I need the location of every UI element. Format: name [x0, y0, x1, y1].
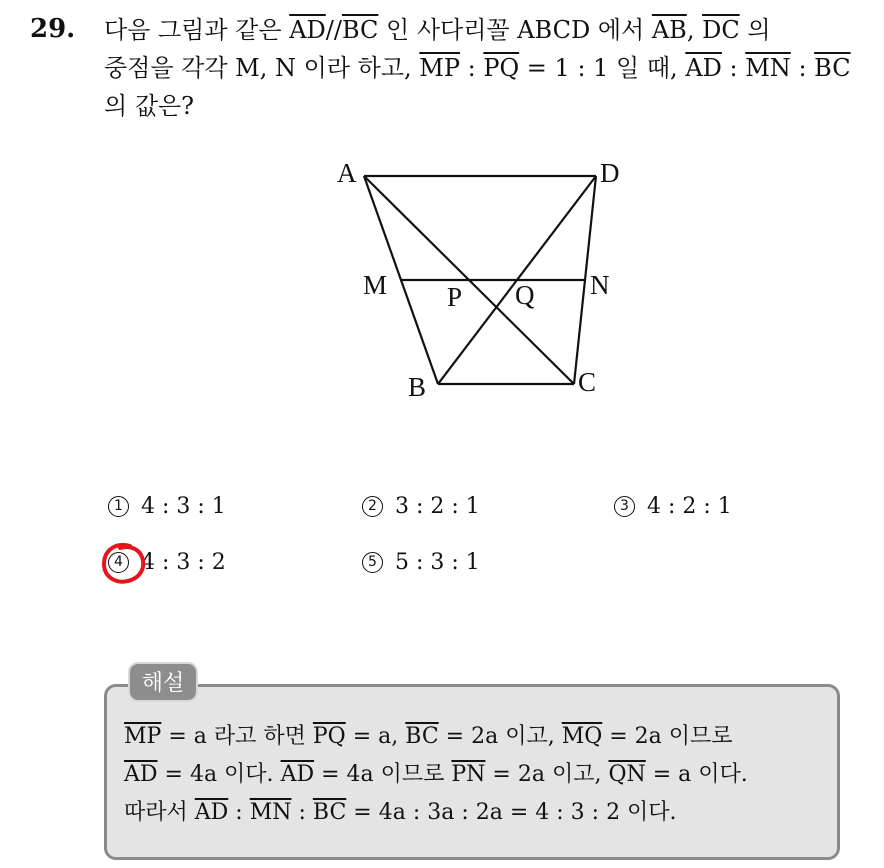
text: = 1 : 1 일 때,: [519, 54, 686, 82]
segment-mp: $\overline{MP}$: [124, 724, 162, 749]
label-q: Q: [515, 280, 535, 310]
label-n: N: [590, 270, 610, 300]
answer-circle-mark: [100, 540, 152, 588]
text: :: [460, 54, 484, 82]
text: 의: [739, 16, 771, 44]
text: 따라서: [124, 800, 195, 825]
choice-2[interactable]: [362, 494, 480, 519]
parallel-symbol: //: [325, 16, 342, 44]
solution-tag: 해설: [128, 662, 198, 702]
text: = a 이다.: [645, 762, 748, 787]
segment-ad: $\overline{AD}$: [280, 762, 315, 787]
text: = 2a 이고,: [485, 762, 609, 787]
choice-text: 5 : 3 : 1: [395, 550, 480, 575]
choice-number-5: 5: [362, 552, 383, 573]
segment-ad: $\overline{AD}$: [194, 800, 229, 825]
choice-number-4: 4: [108, 552, 129, 573]
text: = 4a 이므로: [314, 762, 452, 787]
solution-line-2: [124, 758, 748, 792]
text: = 4a 이다.: [157, 762, 281, 787]
choice-text: 3 : 2 : 1: [395, 494, 480, 519]
choice-text: 4 : 2 : 1: [647, 494, 732, 519]
segment-bc: $\overline{BC}$: [312, 800, 347, 825]
solution-line-3: [124, 796, 677, 830]
text: = 4a : 3a : 2a = 4 : 3 : 2 이다.: [346, 800, 677, 825]
segment-bc: $\overline{BC}$: [341, 16, 379, 44]
label-c: C: [578, 367, 597, 397]
text: = a,: [345, 724, 406, 749]
solution-line-1: [124, 720, 733, 754]
segment-ab: $\overline{AB}$: [651, 16, 687, 44]
segment-mq: $\overline{MQ}$: [561, 724, 603, 749]
choice-number-2: 2: [362, 496, 383, 517]
choice-3[interactable]: [614, 494, 732, 519]
question-line-3: 의 값은?: [104, 92, 195, 120]
text: :: [721, 54, 746, 82]
choice-1[interactable]: [108, 494, 226, 519]
question-number: 29.: [30, 14, 76, 44]
segment-mp: $\overline{MP}$: [419, 54, 460, 82]
segment-mn: $\overline{MN}$: [249, 800, 292, 825]
choice-number-1: 1: [108, 496, 129, 517]
text: ,: [686, 16, 703, 44]
text: :: [291, 800, 313, 825]
choice-text: 4 : 3 : 2: [141, 550, 226, 575]
segment-ad: $\overline{AD}$: [124, 762, 158, 787]
text: :: [790, 54, 815, 82]
segment-bc: $\overline{BC}$: [814, 54, 851, 82]
text: = a 라고 하면: [161, 724, 313, 749]
label-d: D: [600, 158, 620, 188]
text: 인 사다리꼴 ABCD 에서: [378, 16, 652, 44]
segment-bc: $\overline{BC}$: [405, 724, 439, 749]
segment-qn: $\overline{QN}$: [608, 762, 646, 787]
segment-mn: $\overline{MN}$: [745, 54, 791, 82]
choice-text: 4 : 3 : 1: [141, 494, 226, 519]
choice-number-3: 3: [614, 496, 635, 517]
text: = 2a 이고,: [438, 724, 562, 749]
segment-pn: $\overline{PN}$: [451, 762, 486, 787]
segment-pq: $\overline{PQ}$: [312, 724, 346, 749]
trapezoid-figure: [0, 0, 884, 430]
text: 중점을 각각 M, N 이라 하고,: [104, 54, 420, 82]
text: :: [228, 800, 250, 825]
segment-dc: $\overline{DC}$: [702, 16, 740, 44]
text: 다음 그림과 같은: [104, 16, 290, 44]
label-p: P: [447, 282, 463, 312]
label-a: A: [337, 158, 357, 188]
choice-5[interactable]: [362, 550, 480, 575]
label-b: B: [408, 372, 427, 402]
segment-pq: $\overline{PQ}$: [483, 54, 520, 82]
label-m: M: [363, 270, 388, 300]
text: = 2a 이므로: [602, 724, 733, 749]
segment-ad: $\overline{AD}$: [289, 16, 326, 44]
segment-ad: $\overline{AD}$: [685, 54, 722, 82]
